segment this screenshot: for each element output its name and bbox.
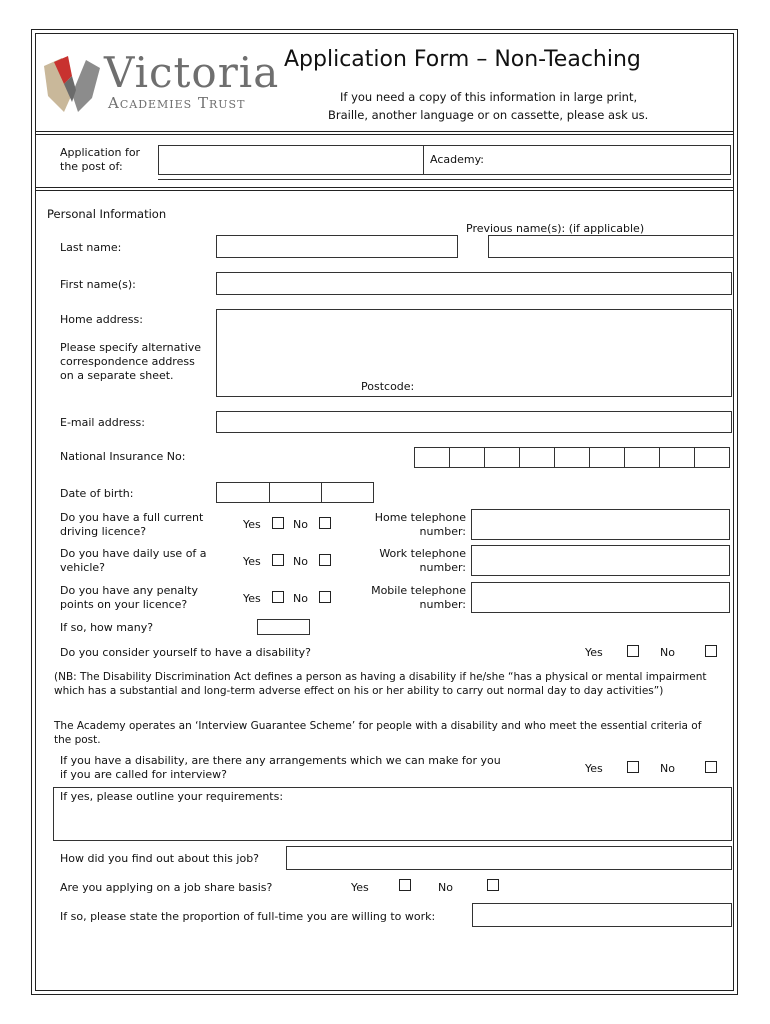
yes-label: Yes bbox=[351, 881, 369, 894]
ni-cell-divider bbox=[659, 447, 660, 468]
divider bbox=[35, 190, 734, 191]
alt-address-note-line1: Please specify alternative bbox=[60, 341, 202, 354]
first-names-input[interactable] bbox=[216, 272, 732, 295]
home-phone-label-line1: Home telephone bbox=[374, 511, 466, 524]
home-address-input[interactable] bbox=[216, 309, 732, 397]
disability-question: Do you consider yourself to have a disability? bbox=[60, 646, 311, 659]
vehicle-no-checkbox[interactable] bbox=[319, 554, 331, 566]
accessibility-notice-line1: If you need a copy of this information in large print, bbox=[340, 90, 638, 104]
home-phone-label-line2: number: bbox=[419, 525, 466, 538]
previous-names-label: Previous name(s): (if applicable) bbox=[466, 222, 645, 235]
accessibility-notice-line2: Braille, another language or on cassette, please ask us. bbox=[328, 108, 649, 122]
alt-address-note-line3: on a separate sheet. bbox=[60, 369, 174, 382]
divider bbox=[35, 131, 734, 132]
logo-emblem-icon bbox=[42, 54, 102, 116]
mobile-phone-input[interactable] bbox=[471, 582, 730, 613]
ni-cell-divider bbox=[589, 447, 590, 468]
how-many-input[interactable] bbox=[257, 619, 310, 635]
no-label: No bbox=[293, 555, 308, 568]
field-separator bbox=[423, 145, 424, 175]
yes-label: Yes bbox=[585, 762, 603, 775]
post-label-line2: the post of: bbox=[60, 160, 123, 173]
dob-cell-divider bbox=[321, 482, 322, 503]
logo bbox=[40, 50, 280, 116]
how-many-label: If so, how many? bbox=[60, 621, 154, 634]
no-label: No bbox=[660, 762, 675, 775]
logo-wordmark: Victoria bbox=[104, 48, 280, 97]
points-yes-checkbox[interactable] bbox=[272, 591, 284, 603]
ni-cell-divider bbox=[554, 447, 555, 468]
divider bbox=[35, 134, 734, 135]
post-label-line1: Application for bbox=[60, 146, 141, 159]
points-question-line2: points on your licence? bbox=[60, 598, 188, 611]
home-phone-input[interactable] bbox=[471, 509, 730, 540]
divider bbox=[35, 187, 734, 188]
requirements-label: If yes, please outline your requirements: bbox=[60, 790, 284, 803]
ni-cell-divider bbox=[519, 447, 520, 468]
divider bbox=[158, 179, 731, 180]
home-address-label: Home address: bbox=[60, 313, 143, 326]
first-names-label: First name(s): bbox=[60, 278, 136, 291]
no-label: No bbox=[438, 881, 453, 894]
ni-cell-divider bbox=[484, 447, 485, 468]
previous-names-input[interactable] bbox=[488, 235, 734, 258]
dob-input[interactable] bbox=[216, 482, 374, 503]
licence-no-checkbox[interactable] bbox=[319, 517, 331, 529]
yes-label: Yes bbox=[243, 592, 261, 605]
alt-address-note-line2: correspondence address bbox=[60, 355, 195, 368]
find-out-label: How did you find out about this job? bbox=[60, 852, 260, 865]
page-title: Application Form – Non-Teaching bbox=[284, 47, 641, 72]
job-share-no-checkbox[interactable] bbox=[487, 879, 499, 891]
no-label: No bbox=[660, 646, 675, 659]
licence-question-line1: Do you have a full current bbox=[60, 511, 204, 524]
postcode-label: Postcode: bbox=[361, 380, 415, 393]
arrangements-question-line1: If you have a disability, are there any arrangements which we can make for you bbox=[60, 754, 501, 767]
find-out-input[interactable] bbox=[286, 846, 732, 870]
disability-no-checkbox[interactable] bbox=[705, 645, 717, 657]
proportion-input[interactable] bbox=[472, 903, 732, 927]
arrangements-yes-checkbox[interactable] bbox=[627, 761, 639, 773]
disability-note: (NB: The Disability Discrimination Act defines a person as having a disability if he/she “has a physical or mental impairment which has a substantial and long-term adverse effect on his or her ability to carry out normal day to day activities”) bbox=[54, 671, 707, 697]
dob-cell-divider bbox=[269, 482, 270, 503]
ni-cell-divider bbox=[449, 447, 450, 468]
no-label: No bbox=[293, 592, 308, 605]
points-question-line1: Do you have any penalty bbox=[60, 584, 198, 597]
yes-label: Yes bbox=[243, 518, 261, 531]
ni-label: National Insurance No: bbox=[60, 450, 186, 463]
work-phone-label-line1: Work telephone bbox=[379, 547, 466, 560]
ni-cell-divider bbox=[694, 447, 695, 468]
no-label: No bbox=[293, 518, 308, 531]
ni-input[interactable] bbox=[414, 447, 730, 468]
last-name-label: Last name: bbox=[60, 241, 122, 254]
vehicle-question-line2: vehicle? bbox=[60, 561, 106, 574]
arrangements-question-line2: if you are called for interview? bbox=[60, 768, 227, 781]
email-label: E-mail address: bbox=[60, 416, 145, 429]
proportion-label: If so, please state the proportion of full-time you are willing to work: bbox=[60, 910, 436, 923]
licence-question-line2: driving licence? bbox=[60, 525, 147, 538]
licence-yes-checkbox[interactable] bbox=[272, 517, 284, 529]
mobile-phone-label-line2: number: bbox=[419, 598, 466, 611]
email-input[interactable] bbox=[216, 411, 732, 433]
vehicle-question-line1: Do you have daily use of a bbox=[60, 547, 207, 560]
yes-label: Yes bbox=[243, 555, 261, 568]
job-share-label: Are you applying on a job share basis? bbox=[60, 881, 273, 894]
work-phone-input[interactable] bbox=[471, 545, 730, 576]
job-share-yes-checkbox[interactable] bbox=[399, 879, 411, 891]
logo-subtitle: Academies Trust bbox=[108, 94, 246, 112]
vehicle-yes-checkbox[interactable] bbox=[272, 554, 284, 566]
ni-cell-divider bbox=[624, 447, 625, 468]
last-name-input[interactable] bbox=[216, 235, 458, 258]
work-phone-label-line2: number: bbox=[419, 561, 466, 574]
interview-scheme-note: The Academy operates an ‘Interview Guarantee Scheme’ for people with a disability and who meet the essential criteria of the post. bbox=[54, 720, 702, 746]
yes-label: Yes bbox=[585, 646, 603, 659]
dob-label: Date of birth: bbox=[60, 487, 134, 500]
mobile-phone-label-line1: Mobile telephone bbox=[371, 584, 466, 597]
academy-label: Academy: bbox=[430, 153, 485, 166]
disability-yes-checkbox[interactable] bbox=[627, 645, 639, 657]
arrangements-no-checkbox[interactable] bbox=[705, 761, 717, 773]
section-title: Personal Information bbox=[47, 207, 167, 221]
